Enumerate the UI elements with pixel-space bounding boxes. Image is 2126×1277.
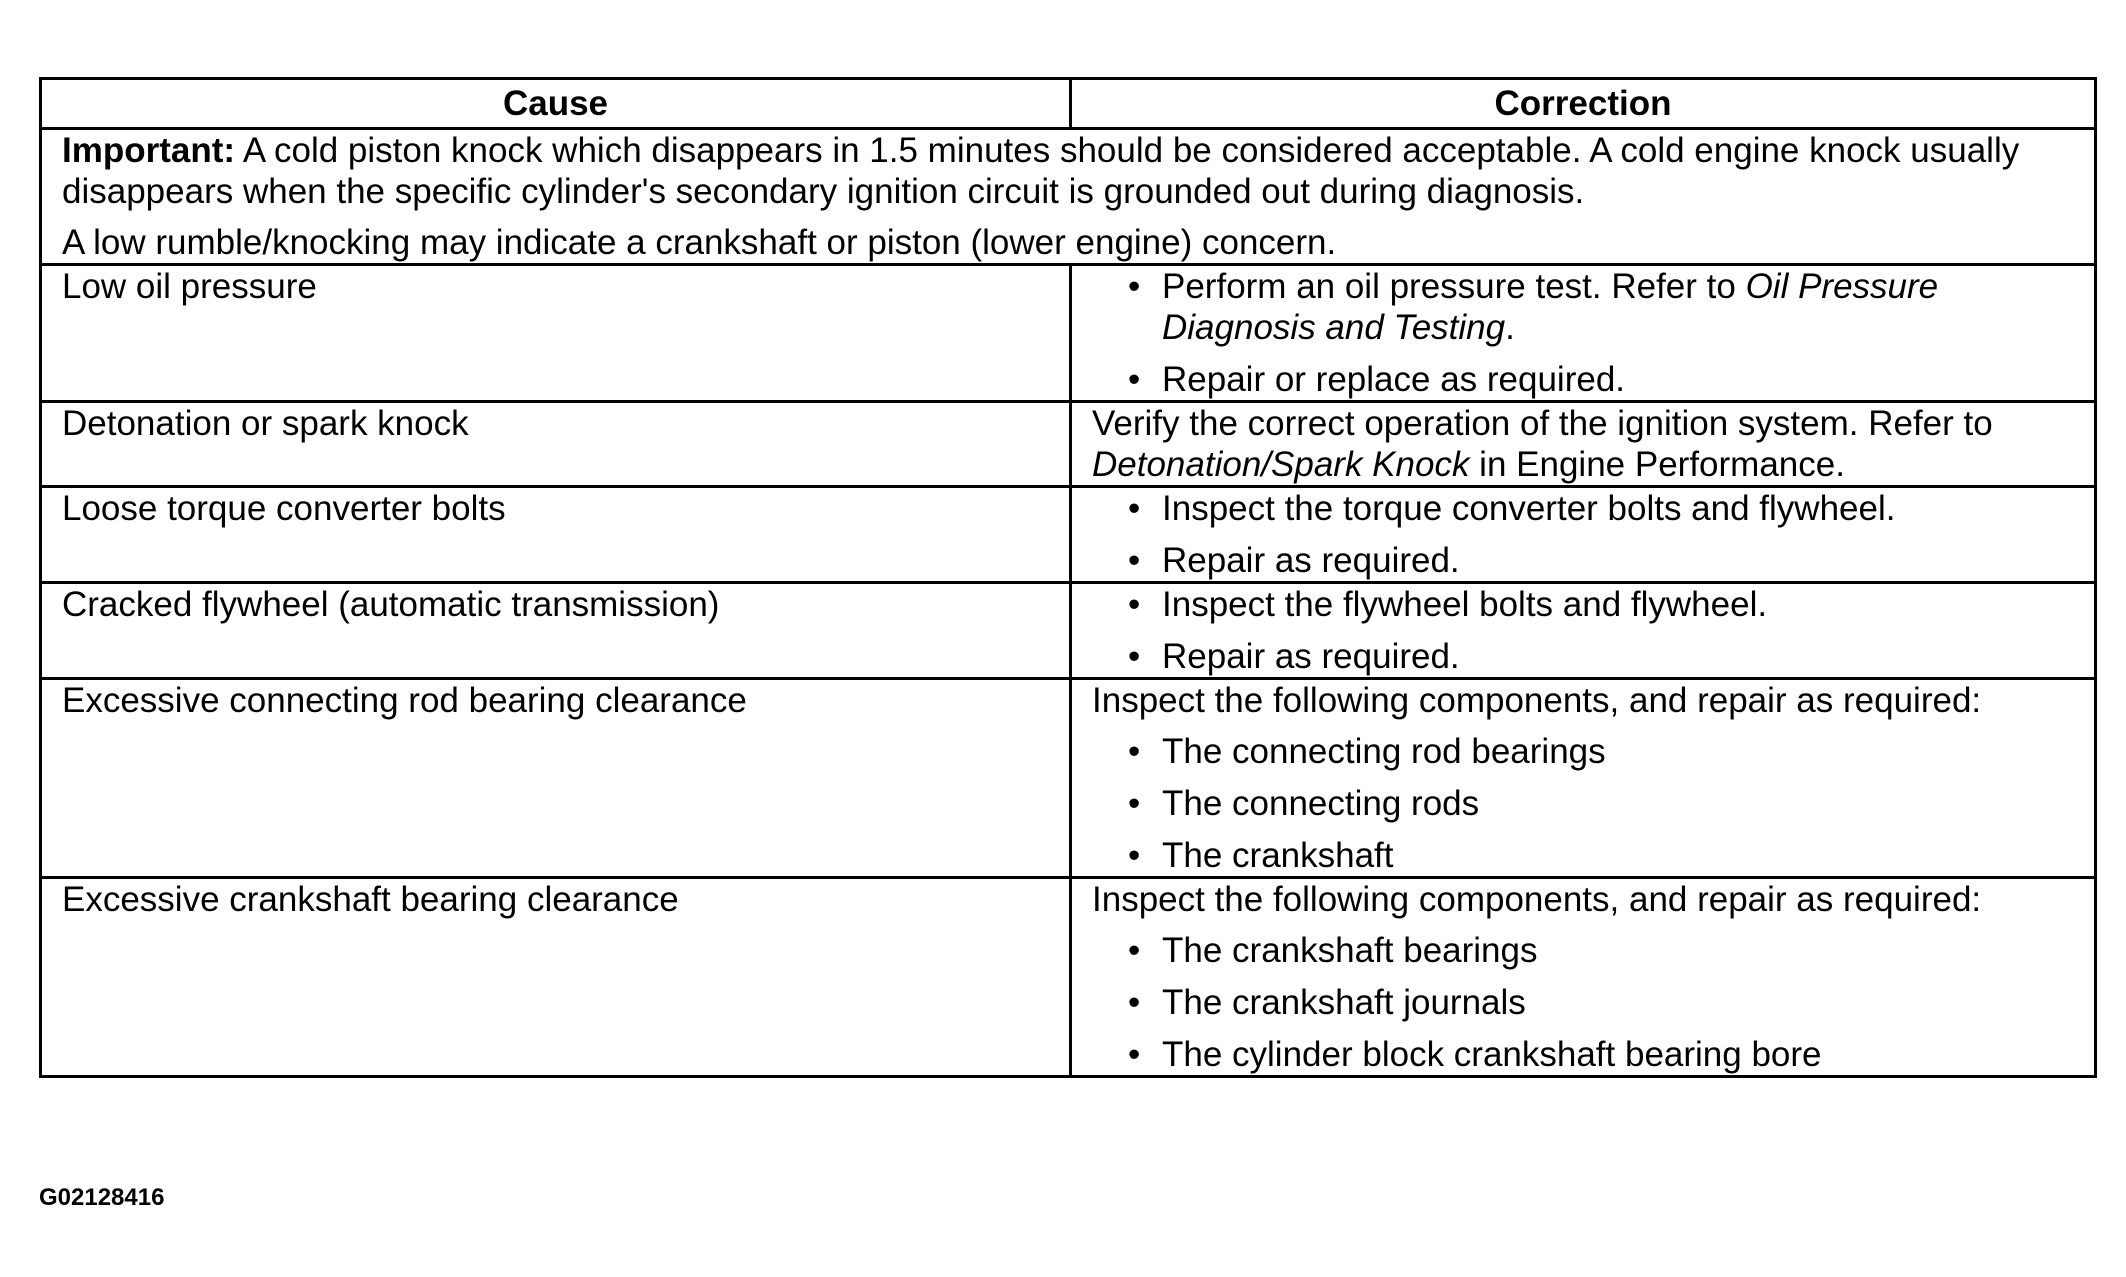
list-item	[1092, 930, 2074, 971]
bullet-icon: •	[1128, 983, 1141, 1022]
item-text: Repair or replace as required.	[1162, 360, 1626, 399]
item-text: The crankshaft	[1162, 836, 1394, 875]
correction-list	[1092, 731, 2074, 876]
correction-cell	[1071, 679, 2096, 878]
item-text: Inspect the flywheel bolts and flywheel.	[1162, 585, 1768, 624]
cause-cell: Excessive crankshaft bearing clearance	[41, 878, 1071, 1077]
table-row	[41, 583, 2096, 679]
cause-cell: Low oil pressure	[41, 265, 1071, 402]
list-item	[1092, 1034, 2074, 1075]
reference-link-text: Detonation/Spark Knock	[1092, 445, 1470, 484]
list-item	[1092, 731, 2074, 772]
cause-cell: Excessive connecting rod bearing clearance	[41, 679, 1071, 878]
table-row	[41, 402, 2096, 487]
list-item	[1092, 783, 2074, 824]
table-row	[41, 265, 2096, 402]
item-text: Repair as required.	[1162, 541, 1460, 580]
bullet-icon: •	[1128, 637, 1141, 676]
list-item	[1092, 584, 2074, 625]
correction-text: Verify the correct operation of the ignition system. Refer to	[1092, 404, 1993, 443]
correction-intro: Inspect the following components, and repair as required:	[1092, 880, 1982, 919]
bullet-icon: •	[1128, 585, 1141, 624]
correction-list	[1092, 930, 2074, 1075]
list-item	[1092, 359, 2074, 400]
list-item	[1092, 835, 2074, 876]
cause-cell: Cracked flywheel (automatic transmission)	[41, 583, 1071, 679]
cause-cell: Loose torque converter bolts	[41, 487, 1071, 583]
item-text-after: .	[1505, 308, 1515, 347]
item-text: The connecting rod bearings	[1162, 732, 1606, 771]
bullet-icon: •	[1128, 267, 1141, 306]
note-paragraph-2: A low rumble/knocking may indicate a crankshaft or piston (lower engine) concern.	[62, 223, 1337, 262]
item-text: Repair as required.	[1162, 637, 1460, 676]
correction-list	[1092, 584, 2074, 677]
item-text: The connecting rods	[1162, 784, 1480, 823]
item-text: The crankshaft journals	[1162, 983, 1526, 1022]
correction-list	[1092, 266, 2074, 400]
item-text: Inspect the torque converter bolts and flywheel.	[1162, 489, 1896, 528]
table-header-row	[41, 79, 2096, 129]
bullet-icon: •	[1128, 360, 1141, 399]
correction-cell	[1071, 265, 2096, 402]
note-label: Important:	[62, 131, 236, 170]
correction-list	[1092, 488, 2074, 581]
header-cause: Cause	[41, 79, 1071, 129]
correction-cell	[1071, 402, 2096, 487]
list-item	[1092, 266, 2074, 348]
bullet-icon: •	[1128, 784, 1141, 823]
note-paragraph-1	[62, 130, 2074, 212]
header-correction: Correction	[1071, 79, 2096, 129]
correction-cell	[1071, 583, 2096, 679]
reference-link-text: Oil Pressure Diagnosis and Testing	[1162, 267, 1939, 347]
table-row	[41, 878, 2096, 1077]
list-item	[1092, 488, 2074, 529]
figure-id: G02128416	[39, 1184, 165, 1211]
item-text: The cylinder block crankshaft bearing bore	[1162, 1035, 1822, 1074]
bullet-icon: •	[1128, 732, 1141, 771]
bullet-icon: •	[1128, 931, 1141, 970]
bullet-icon: •	[1128, 541, 1141, 580]
list-item	[1092, 982, 2074, 1023]
table-row	[41, 487, 2096, 583]
note-text: A cold piston knock which disappears in 1.5 minutes should be considered acceptable. A cold engine knock usually disappears when the specific cylinder's secondary ignition circuit is grounded out during diagnosis.	[62, 131, 2020, 211]
bullet-icon: •	[1128, 1035, 1141, 1074]
important-note	[41, 129, 2096, 265]
list-item	[1092, 540, 2074, 581]
bullet-icon: •	[1128, 836, 1141, 875]
table-row	[41, 679, 2096, 878]
correction-text-after: in Engine Performance.	[1469, 445, 1845, 484]
diagnosis-table	[39, 77, 2097, 1078]
important-note-row	[41, 129, 2096, 265]
item-text: The crankshaft bearings	[1162, 931, 1538, 970]
cause-cell: Detonation or spark knock	[41, 402, 1071, 487]
bullet-icon: •	[1128, 489, 1141, 528]
list-item	[1092, 636, 2074, 677]
correction-cell	[1071, 487, 2096, 583]
correction-cell	[1071, 878, 2096, 1077]
correction-intro: Inspect the following components, and repair as required:	[1092, 681, 1982, 720]
item-text: Perform an oil pressure test. Refer to	[1162, 267, 1746, 306]
